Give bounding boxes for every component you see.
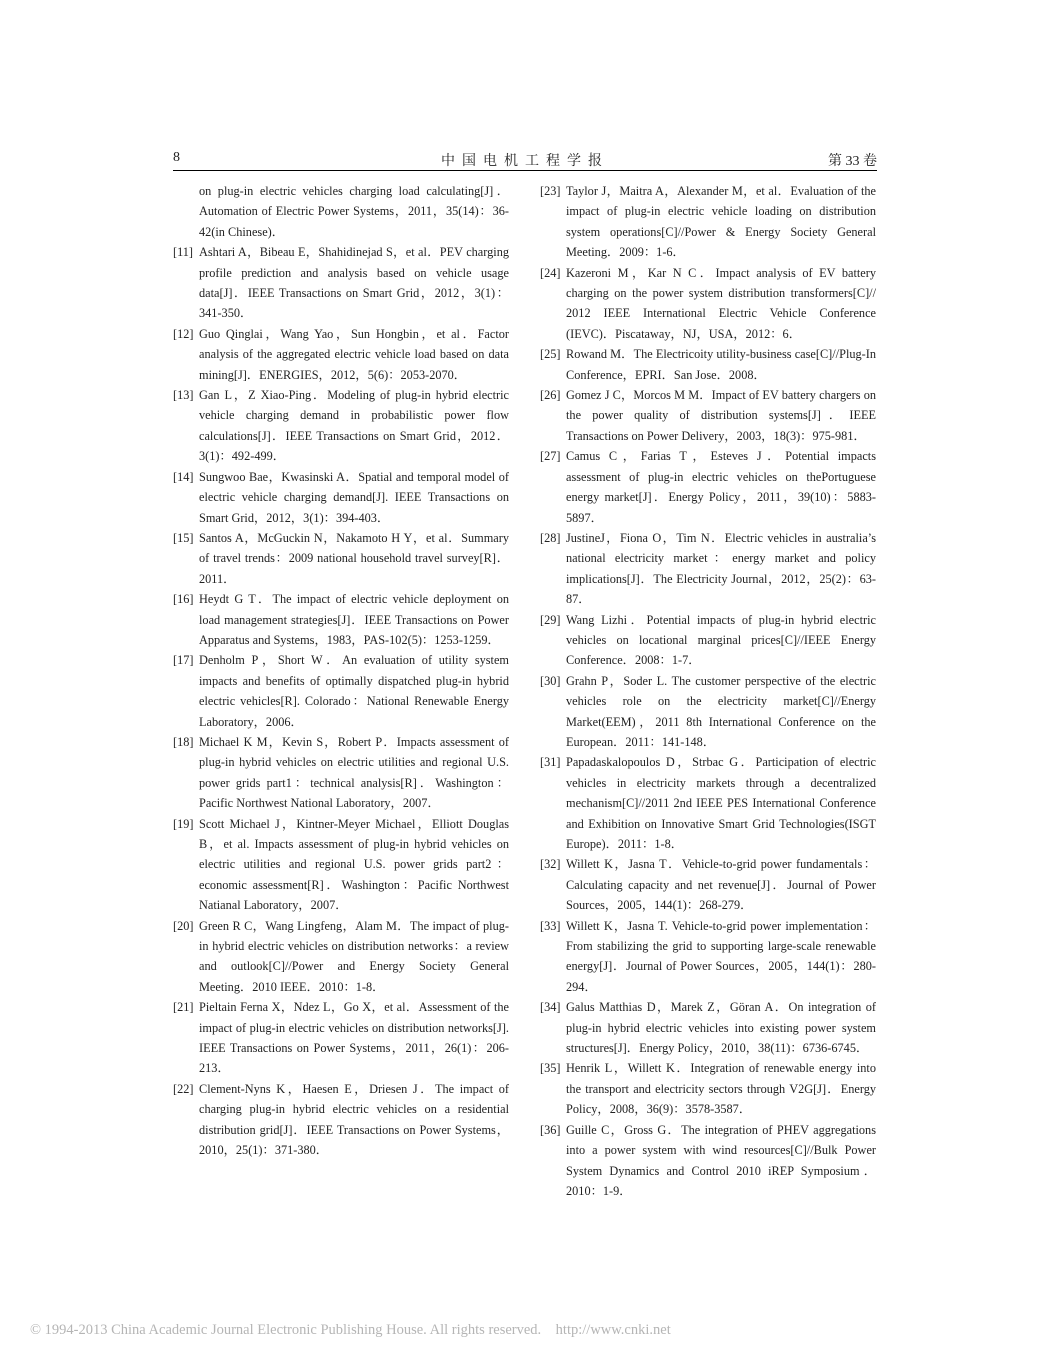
reference-text: Green R C，Wang Lingfeng，Alam M．The impact of plug-in hybrid electric vehicles on distribution networks：a review and outlook[C]//Power and Energy Society General Meeting．2010 IEEE．2010：1-8．	[199, 918, 509, 994]
reference-entry	[173, 650, 509, 732]
reference-entry	[540, 385, 876, 446]
reference-number: [28]	[540, 530, 561, 545]
reference-entry	[173, 181, 509, 242]
volume-label: 第 33 卷	[828, 154, 877, 169]
reference-entry	[540, 671, 876, 753]
reference-entry	[173, 467, 509, 528]
reference-entry	[540, 752, 876, 854]
copyright-footer: © 1994-2013 China Academic Journal Electronic Publishing House. All rights reserved. http://www.cnki.net	[30, 1322, 671, 1338]
reference-text: Heydt G T．The impact of electric vehicle deployment on load management strategies[J]．IEEE Transactions on Power Apparatus and Systems，1983，PAS-102(5)：1253-1259．	[199, 592, 509, 647]
reference-number: [16]	[173, 592, 194, 607]
reference-entry	[173, 589, 509, 650]
reference-entry	[173, 1079, 509, 1161]
reference-entry	[173, 916, 509, 998]
reference-number: [34]	[540, 1000, 561, 1015]
reference-number: [27]	[540, 449, 561, 464]
reference-number: [22]	[173, 1081, 194, 1096]
reference-entry	[540, 1120, 876, 1202]
reference-number: [13]	[173, 388, 194, 403]
reference-number: [18]	[173, 734, 194, 749]
references-right-column	[540, 181, 876, 1201]
reference-entry	[540, 263, 876, 345]
reference-entry	[173, 732, 509, 814]
reference-text: Guo Qinglai，Wang Yao，Sun Hongbin，et al．Factor analysis of the aggregated electric vehicle load based on data mining[J]．ENERGIES，2012，5(6)：2053-2070．	[199, 326, 509, 382]
reference-text: Wang Lizhi．Potential impacts of plug-in hybrid electric vehicles on locational marginal prices[C]//IEEE Energy Conference．2008：1-7．	[566, 612, 876, 668]
journal-title: 中国电机工程学报	[441, 154, 609, 169]
reference-entry	[173, 324, 509, 385]
reference-entry	[540, 916, 876, 998]
reference-number: [30]	[540, 673, 561, 688]
reference-entry	[540, 854, 876, 915]
reference-number: [23]	[540, 184, 561, 198]
reference-entry	[540, 1058, 876, 1119]
reference-number: [35]	[540, 1061, 561, 1076]
reference-entry	[540, 446, 876, 528]
reference-number: [14]	[173, 469, 194, 484]
reference-number: [25]	[540, 347, 561, 362]
reference-text: Camus C，Farias T，Esteves J．Potential impacts assessment of plug-in electric vehicles on thePortuguese energy market[J]．Energy Policy，2011，39(10)：5883-5897．	[566, 449, 876, 525]
reference-text: Rowand M．The Electricoity utility-business case[C]//Plug-In Conference，EPRI．San Jose．2008．	[566, 347, 876, 382]
reference-entry	[173, 385, 509, 467]
reference-number: [26]	[540, 388, 561, 403]
reference-text: Michael K M，Kevin S，Robert P．Impacts assessment of plug-in hybrid vehicles on electric utilities and regional U.S. power grids part1：technical analysis[R]．Washington：Pacific Northwest National Laboratory，2007．	[199, 734, 509, 811]
reference-text: Clement-Nyns K，Haesen E，Driesen J．The impact of charging plug-in hybrid electric vehicles on a residential distribution grid[J]．IEEE Transactions on Power Systems，2010，25(1)：371-380．	[199, 1081, 509, 1158]
reference-entry	[173, 528, 509, 589]
reference-entry	[540, 997, 876, 1058]
reference-text: Papadaskalopoulos D，Strbac G．Participation of electric vehicles in electricity markets through a decentralized mechanism[C]//2011 2nd IEEE PES International Conference and Exhibition on Innovative Smart Grid Technologies(ISGT Europe)．2011：1-8．	[566, 755, 876, 851]
reference-text: JustineJ，Fiona O，Tim N．Electric vehicles in australia’s national electricity market：energy market and policy implications[J]．The Electricity Journal，2012，25(2)：63-87．	[566, 530, 876, 607]
reference-number: [36]	[540, 1122, 561, 1137]
reference-text: Pieltain Ferna X，Ndez L，Go X，et al．Assessment of the impact of plug-in electric vehicles on distribution networks[J]. IEEE Transactions on Power Systems，2011，26(1)：206-213．	[199, 1000, 509, 1076]
page-header	[173, 150, 877, 171]
reference-entry	[173, 814, 509, 916]
reference-number: [32]	[540, 857, 561, 872]
reference-number: [12]	[173, 326, 194, 341]
reference-number: [24]	[540, 265, 561, 280]
reference-text: Guille C，Gross G．The integration of PHEV aggregations into a power system with wind resources[C]//Bulk Power System Dynamics and Control 2010 iREP Symposium．2010：1-9．	[566, 1122, 876, 1198]
reference-number: [21]	[173, 1000, 194, 1015]
reference-text: on plug-in electric vehicles charging load calculating[J]．Automation of Electric Power Systems，2011，35(14)：36-42(in Chinese)．	[199, 184, 509, 239]
reference-text: Gomez J C，Morcos M M．Impact of EV battery chargers on the power quality of distribution systems[J]．IEEE Transactions on Power Delivery，2003，18(3)：975-981．	[566, 388, 876, 443]
reference-text: Santos A，McGuckin N，Nakamoto H Y，et al．Summary of travel trends：2009 national household travel survey[R]．2011．	[199, 530, 509, 586]
reference-text: Galus Matthias D，Marek Z，Göran A．On integration of plug-in hybrid electric vehicles into existing power system structures[J]．Energy Policy，2010，38(11)：6736-6745．	[566, 1000, 876, 1056]
reference-text: Grahn P，Soder L. The customer perspective of the electric vehicles role on the electricity market[C]//Energy Market(EEM)，2011 8th International Conference on the European．2011：141-148．	[566, 673, 876, 749]
reference-number: [15]	[173, 530, 194, 545]
reference-text: Kazeroni M，Kar N C．Impact analysis of EV battery charging on the power system distribution transformers[C]// 2012 IEEE International Electric Vehicle Conference (IEVC)．Piscataway，NJ，USA，2012：6．	[566, 265, 876, 341]
reference-text: Gan L，Z Xiao-Ping．Modeling of plug-in hybrid electric vehicle charging demand in probabilistic power flow calculations[J]．IEEE Transactions on Smart Grid，2012．3(1)：492-499．	[199, 388, 509, 464]
reference-text: Sungwoo Bae，Kwasinski A．Spatial and temporal model of electric vehicle charging demand[J]. IEEE Transactions on Smart Grid，2012，3(1)：394-403．	[199, 469, 509, 525]
reference-entry	[540, 181, 876, 263]
reference-number: [33]	[540, 918, 561, 933]
reference-text: Willett K，Jasna T. Vehicle-to-grid power implementation：From stabilizing the grid to supporting large-scale renewable energy[J]．Journal of Power Sources，2005，144(1)：280-294．	[566, 918, 876, 994]
reference-text: Taylor J，Maitra A，Alexander M，et al．Evaluation of the impact of plug-in electric vehicle loading on distribution system operations[C]//Power & Energy Society General Meeting．2009：1-6．	[566, 184, 876, 260]
reference-entry	[173, 242, 509, 324]
reference-number: [11]	[173, 245, 194, 260]
reference-number: [17]	[173, 653, 194, 668]
page-number: 8	[173, 150, 180, 165]
reference-entry	[540, 528, 876, 610]
reference-text: Ashtari A，Bibeau E，Shahidinejad S，et al．PEV charging profile prediction and analysis based on vehicle usage data[J]．IEEE Transactions on Smart Grid，2012，3(1)：341-350．	[199, 245, 509, 321]
reference-number: [20]	[173, 918, 194, 933]
reference-text: Henrik L，Willett K．Integration of renewable energy into the transport and electricity sectors through V2G[J]．Energy Policy，2008，36(9)：3578-3587．	[566, 1061, 876, 1117]
reference-number: [19]	[173, 816, 194, 831]
reference-entry	[540, 344, 876, 385]
reference-text: Denholm P，Short W．An evaluation of utility system impacts and benefits of optimally dispatched plug-in hybrid electric vehicles[R]. Colorado：National Renewable Energy Laboratory，2006．	[199, 653, 509, 729]
reference-number: [29]	[540, 612, 561, 627]
reference-entry	[540, 610, 876, 671]
references-left-column	[173, 181, 509, 1161]
reference-text: Scott Michael J，Kintner-Meyer Michael，Elliott Douglas B，et al. Impacts assessment of plug-in hybrid vehicles on electric utilities and regional U.S. power grids part2：economic assessment[R]．Washington：Pacific Northwest Natianal Laboratory，2007．	[199, 816, 509, 913]
reference-number: [31]	[540, 755, 561, 770]
reference-entry	[173, 997, 509, 1079]
reference-text: Willett K，Jasna T．Vehicle-to-grid power fundamentals：Calculating capacity and net revenue[J]．Journal of Power Sources，2005，144(1)：268-279．	[566, 857, 876, 913]
